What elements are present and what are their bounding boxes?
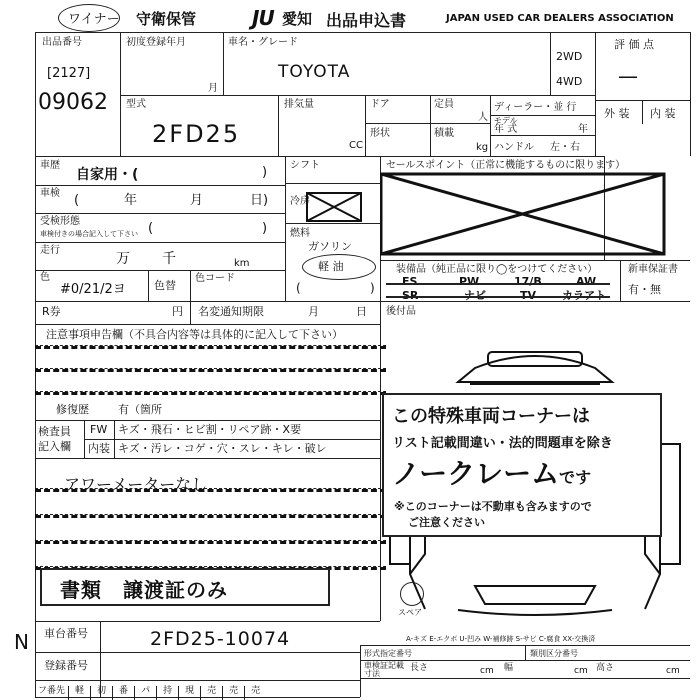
- yen-unit: 円: [172, 305, 183, 318]
- dimension-label-2: 寸法: [364, 669, 380, 678]
- equipment-item-17b: 17/B: [514, 275, 542, 288]
- spare-tire-circle: [400, 582, 424, 606]
- color-label: 色: [40, 272, 50, 283]
- equipment-item-camera: カラアト: [562, 289, 606, 302]
- footer-tag: 売: [223, 686, 245, 700]
- cooler-label: 冷房: [290, 196, 310, 207]
- lot-bracket: [2127]: [47, 66, 91, 81]
- displacement-label: 排気量: [284, 99, 314, 110]
- chassis-value: 2FD25-10074: [150, 628, 291, 650]
- footer-tag: フ番先: [35, 686, 69, 700]
- association-english: JAPAN USED CAR DEALERS ASSOCIATION: [446, 13, 674, 24]
- fuel-diesel: 軽 油: [318, 260, 344, 273]
- dealer-label: ディーラー・並 行: [494, 102, 577, 113]
- doors-label: ドア: [370, 99, 390, 110]
- special-notice-line1: この特殊車両コーナーは: [392, 406, 590, 427]
- vehicle-name: TOYOTA: [278, 62, 351, 82]
- special-notice-line4: ※このコーナーは不動車も含みますので: [394, 500, 592, 513]
- month-unit: 月: [208, 83, 218, 94]
- inspector-label-1: 検査員: [38, 425, 71, 438]
- drive-2wd: 2WD: [556, 50, 583, 63]
- fuel-label: 燃料: [290, 228, 310, 239]
- footer-tag: パ: [135, 686, 157, 700]
- special-notice-no-claim: ノークレーム: [392, 457, 560, 490]
- ju-logo: JU: [252, 6, 274, 30]
- footer-tag: 現: [179, 686, 201, 700]
- exterior-label: 外 装: [604, 107, 630, 120]
- equipment-item-fs: FS: [402, 275, 418, 288]
- inspection-type-open: (: [148, 221, 154, 236]
- handwritten-remark: アワーメーターなし: [64, 475, 208, 494]
- association-prefecture: 愛知: [282, 10, 313, 28]
- inspection-year: 年: [124, 193, 138, 208]
- spare-label: スペア: [398, 608, 422, 617]
- score-value: —: [618, 64, 638, 88]
- color-change-label: 色替: [154, 279, 176, 292]
- drive-4wd: 4WD: [556, 75, 583, 88]
- model-year-label-1: モデル: [494, 116, 518, 125]
- listing-number-label: 出品番号: [42, 37, 82, 48]
- staff-name: 守衛保管: [136, 10, 197, 28]
- registration-label: 登録番号: [44, 659, 88, 672]
- caution-label: 注意事項申告欄（不具合内容等は具体的に記入して下さい）: [46, 328, 343, 341]
- equipment-item-navi: ナビ: [464, 289, 486, 302]
- inspection-day: 日): [250, 193, 269, 208]
- category-label: 類別区分番号: [530, 649, 578, 658]
- model-label: 型式: [126, 99, 146, 110]
- color-value: #0/21/2ヨ: [60, 282, 126, 297]
- inspection-label: 車検: [40, 188, 60, 199]
- inspection-type-note: 車検付きの場合記入して下さい: [40, 230, 138, 238]
- fw-label: FW: [90, 423, 108, 436]
- notice-deadline-label: 名変通知期限: [198, 305, 264, 318]
- interior-inspect-label: 内装: [88, 442, 110, 455]
- mileage-unit: km: [234, 258, 250, 269]
- equipment-strike-1: [386, 283, 610, 285]
- load-label: 積載: [434, 128, 454, 139]
- equipment-label: 装備品（純正品に限り◯をつけてください）: [396, 264, 598, 275]
- selling-point-label: セールスポイント（正常に機能するものに限ります）: [386, 160, 626, 171]
- warranty-label: 新車保証書: [628, 264, 678, 275]
- chassis-label: 車台番号: [44, 627, 88, 640]
- persons-unit: 人: [478, 112, 488, 123]
- mileage-man: 万: [116, 251, 130, 267]
- lot-number: 09062: [38, 90, 108, 115]
- equipment-item-sr: SR: [402, 289, 419, 302]
- equipment-item-aw: AW: [576, 275, 597, 288]
- history-label: 車歴: [40, 160, 60, 171]
- handle-options: 左・右: [550, 142, 580, 153]
- fuel-gasoline: ガソリン: [308, 240, 352, 253]
- mileage-label: 走行: [40, 245, 60, 256]
- footer-tag-row: [35, 686, 360, 700]
- repair-history-value: 有（箇所: [118, 403, 162, 416]
- footer-tag: 売: [201, 686, 223, 700]
- interior-label: 内 装: [650, 107, 676, 120]
- cc-unit: CC: [349, 140, 363, 151]
- capacity-label: 定員: [434, 99, 454, 110]
- handle-label: ハンドル: [494, 142, 534, 153]
- designation-label: 形式指定番号: [364, 649, 412, 658]
- warranty-options: 有・無: [628, 283, 661, 296]
- footer-tag: 番: [113, 686, 135, 700]
- footer-tag: 持: [157, 686, 179, 700]
- special-notice-line2: リスト記載間違い・法的問題車を除き: [392, 436, 613, 451]
- height-label: 高さ: [596, 663, 615, 673]
- width-cm: cm: [574, 666, 588, 676]
- interior-items: キズ・汚レ・コゲ・穴・スレ・キレ・破レ: [118, 442, 327, 455]
- shift-label: シフト: [290, 160, 320, 171]
- aftermarket-label: 後付品: [386, 306, 416, 317]
- shape-label: 形状: [370, 128, 390, 139]
- length-label: 長さ: [410, 663, 429, 673]
- special-notice-line3: [392, 452, 591, 492]
- repair-history-label: 修復歴: [56, 403, 89, 416]
- inspection-type-close: ): [262, 221, 268, 236]
- model-value: 2FD25: [152, 120, 241, 148]
- equipment-strike-2: [386, 296, 610, 298]
- footer-tag: 軽: [69, 686, 91, 700]
- fuel-other-open: (: [296, 281, 301, 295]
- margin-mark: N: [14, 630, 29, 654]
- model-year-label-2: 年 式: [494, 124, 518, 135]
- fuel-other-close: ): [370, 281, 375, 295]
- footer-tag: 初: [91, 686, 113, 700]
- history-value: 自家用・(: [76, 167, 139, 183]
- name-grade-label: 車名・グレード: [228, 37, 298, 48]
- documents-stamp-text: 書類 譲渡証のみ: [60, 578, 228, 602]
- equipment-item-pw: PW: [459, 275, 480, 288]
- inspection-type-label: 受検形態: [40, 216, 80, 227]
- form-title: 出品申込書: [326, 11, 407, 30]
- color-code-label: 色コード: [195, 273, 235, 284]
- footer-tag: 売: [251, 686, 261, 696]
- equipment-item-tv: TV: [520, 289, 537, 302]
- inspection-month: 月: [190, 193, 204, 208]
- history-close: ): [262, 165, 268, 180]
- damage-legend: A-キズ E-エクボ U-凹み W-補修跡 S-サビ C-腐食 XX-交換済: [406, 635, 596, 643]
- special-notice-desu: です: [559, 468, 592, 487]
- length-cm: cm: [480, 666, 494, 676]
- fw-items: キズ・飛石・ヒビ割・リペア跡・X要: [118, 423, 302, 436]
- first-registration-label: 初度登録年月: [126, 37, 186, 48]
- handwritten-note-text: ワイナー: [68, 12, 120, 27]
- deadline-day: 日: [356, 305, 367, 318]
- cooler-crossed-box: [306, 192, 362, 222]
- mileage-sen: 千: [162, 251, 176, 267]
- height-cm: cm: [666, 666, 680, 676]
- width-label: 幅: [504, 663, 514, 673]
- selling-point-crossed-box: [380, 172, 666, 256]
- special-notice-line5: ご注意ください: [408, 516, 485, 529]
- year-unit: 年: [578, 124, 588, 135]
- dimension-label-1: 車検証記載: [364, 661, 404, 670]
- deadline-month: 月: [308, 305, 319, 318]
- r-ticket-label: R券: [42, 305, 61, 318]
- score-label: 評 価 点: [614, 38, 654, 51]
- kg-unit: kg: [476, 142, 489, 153]
- inspection-open: (: [74, 193, 80, 208]
- inspector-label-2: 記入欄: [38, 440, 71, 453]
